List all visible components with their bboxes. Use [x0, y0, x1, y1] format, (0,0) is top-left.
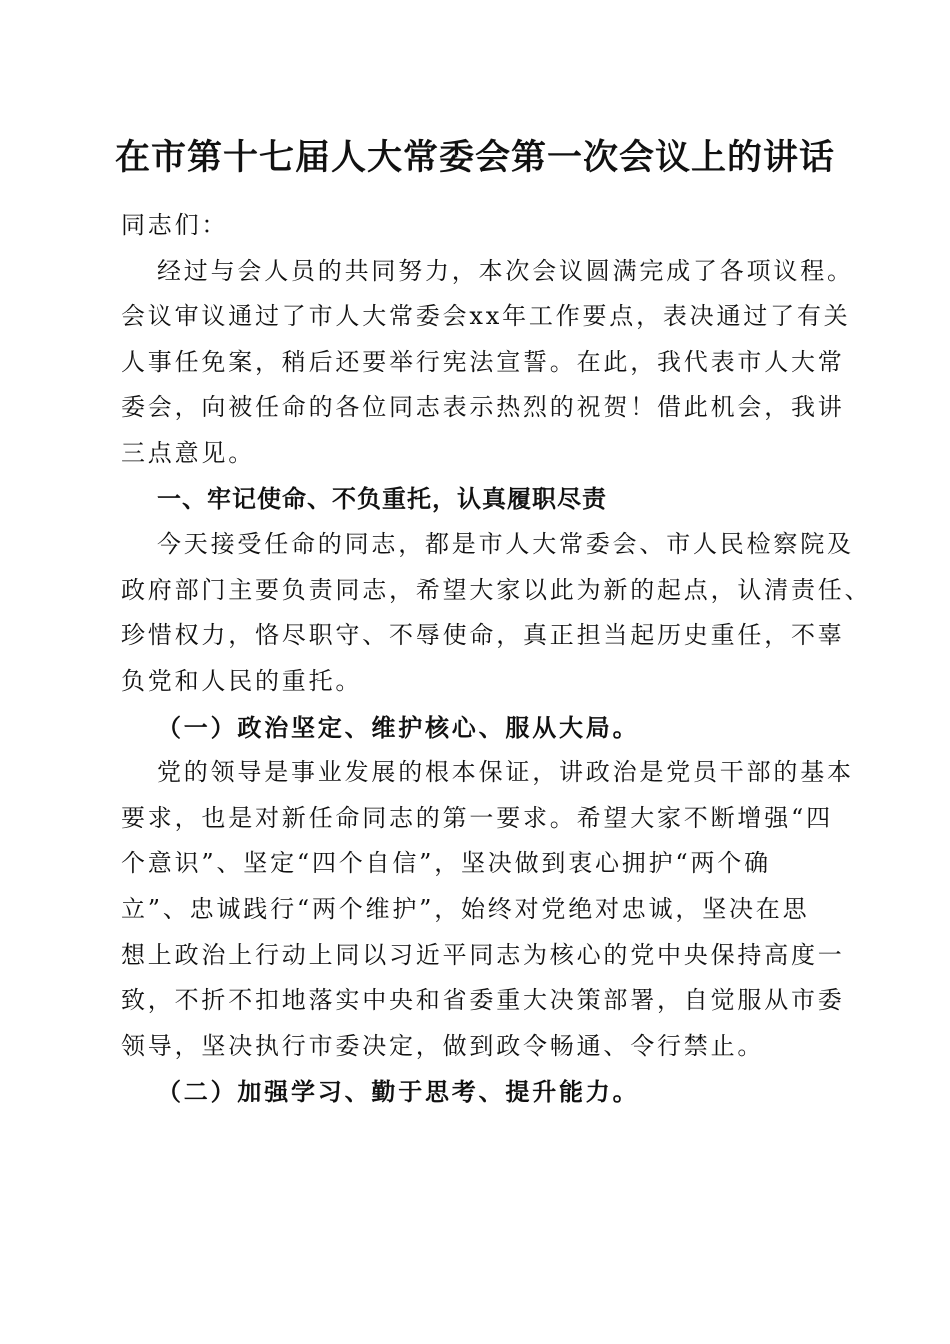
- paragraph-line: 立”、忠诚践行“两个维护”，始终对党绝对忠诚，坚决在思: [121, 894, 810, 923]
- paragraph-line: 经过与会人员的共同努力，本次会议圆满完成了各项议程。: [157, 256, 854, 285]
- paragraph-line: 今天接受任命的同志，都是市人大常委会、市人民检察院及: [157, 530, 854, 559]
- document-body: [121, 203, 872, 1115]
- paragraph-line: 党的领导是事业发展的根本保证，讲政治是党员干部的基本: [157, 758, 854, 787]
- paragraph-line: 想上政治上行动上同以习近平同志为核心的党中央保持高度一: [121, 940, 845, 969]
- paragraph-line: 领导，坚决执行市委决定，做到政令畅通、令行禁止。: [121, 1031, 765, 1060]
- paragraph-line: 委会，向被任命的各位同志表示热烈的祝贺！借此机会，我讲: [121, 393, 845, 422]
- subsection-heading: （一）政治坚定、维护核心、服从大局。: [157, 712, 640, 742]
- salutation: 同志们：: [121, 211, 229, 239]
- paragraph-line: 负党和人民的重托。: [121, 666, 363, 695]
- subsection-heading: （二）加强学习、勤于思考、提升能力。: [157, 1077, 640, 1107]
- paragraph-line: 政府部门主要负责同志，希望大家以此为新的起点，认清责任、: [121, 575, 872, 604]
- document-title: 在市第十七届人大常委会第一次会议上的讲话: [114, 137, 835, 178]
- paragraph-line: 人事任免案，稍后还要举行宪法宣誓。在此，我代表市人大常: [121, 347, 845, 376]
- paragraph-line: 致，不折不扣地落实中央和省委重大决策部署，自觉服从市委: [121, 986, 845, 1015]
- paragraph-line: 个意识”、坚定“四个自信”，坚决做到衷心拥护“两个确: [121, 849, 771, 878]
- paragraph-line: 要求，也是对新任命同志的第一要求。希望大家不断增强“四: [121, 803, 833, 832]
- paragraph-line: 会议审议通过了市人大常委会xx年工作要点，表决通过了有关: [121, 302, 851, 331]
- paragraph-line: 三点意见。: [121, 438, 255, 467]
- paragraph-line: 珍惜权力，恪尽职守、不辱使命，真正担当起历史重任，不辜: [121, 621, 845, 650]
- section-heading: 一、牢记使命、不负重托，认真履职尽责: [157, 484, 607, 513]
